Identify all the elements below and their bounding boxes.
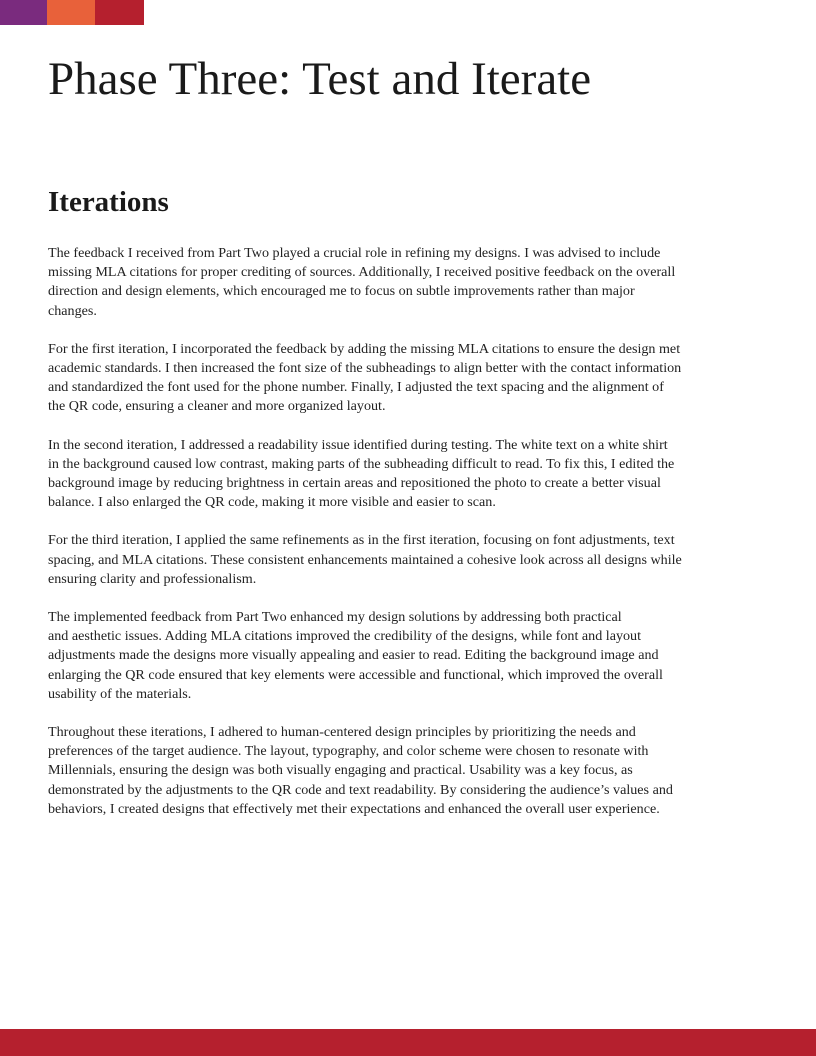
paragraph-line: missing MLA citations for proper crediting of sources. Additionally, I received positive feedback on the overall (48, 264, 676, 281)
body-paragraph (48, 723, 770, 819)
paragraph-line: spacing, and MLA citations. These consistent enhancements maintained a cohesive look across all designs while (48, 551, 682, 568)
paragraph-line: changes. (48, 302, 97, 319)
footer-accent-bar (0, 1029, 816, 1056)
paragraph-line: ensuring clarity and professionalism. (48, 570, 257, 587)
paragraph-line: enlarging the QR code ensured that key elements were accessible and functional, which improved the overall (48, 666, 663, 683)
body-paragraph (48, 340, 770, 417)
paragraph-line: usability of the materials. (48, 685, 192, 702)
paragraph-line: academic standards. I then increased the font size of the subheadings to align better with the contact information (48, 360, 682, 377)
header-accent-bar (0, 0, 144, 25)
paragraph-line: and aesthetic issues. Adding MLA citations improved the credibility of the designs, while font and layout (48, 628, 642, 645)
accent-bar-purple (0, 0, 47, 25)
body-text (48, 244, 770, 838)
body-paragraph (48, 244, 770, 321)
paragraph-line: preferences of the target audience. The layout, typography, and color scheme were chosen to resonate with (48, 743, 649, 760)
paragraph-line: and standardized the font used for the phone number. Finally, I adjusted the text spacing and the alignment of (48, 379, 664, 396)
body-paragraph (48, 608, 770, 704)
paragraph-line: in the background caused low contrast, making parts of the subheading difficult to read. To fix this, I edited the (48, 455, 675, 472)
body-paragraph (48, 531, 770, 589)
paragraph-line: For the third iteration, I applied the same refinements as in the first iteration, focusing on font adjustments, text (48, 532, 675, 549)
paragraph-line: The feedback I received from Part Two played a crucial role in refining my designs. I was advised to include (48, 245, 661, 261)
section-heading-iterations: Iterations (48, 186, 169, 218)
page-title: Phase Three: Test and Iterate (48, 53, 592, 105)
paragraph-line: Millennials, ensuring the design was both visually engaging and practical. Usability was a key focus, as (48, 762, 633, 779)
paragraph-line: adjustments made the designs more visually appealing and easier to read. Editing the background image and (48, 647, 659, 664)
paragraph-line: For the first iteration, I incorporated the feedback by adding the missing MLA citations to ensure the design met (48, 340, 681, 357)
paragraph-line: balance. I also enlarged the QR code, making it more visible and easier to scan. (48, 494, 496, 511)
paragraph-line: background image by reducing brightness in certain areas and repositioned the photo to create a better visual (48, 475, 661, 492)
paragraph-line: In the second iteration, I addressed a readability issue identified during testing. The white text on a white shirt (48, 436, 668, 453)
accent-bar-orange (47, 0, 95, 25)
paragraph-line: the QR code, ensuring a cleaner and more organized layout. (48, 398, 386, 415)
body-paragraph (48, 436, 770, 513)
accent-bar-red (95, 0, 144, 25)
paragraph-line: Throughout these iterations, I adhered to human-centered design principles by prioritizing the needs and (48, 724, 636, 741)
paragraph-line: direction and design elements, which encouraged me to focus on subtle improvements rather than major (48, 283, 635, 300)
paragraph-line: demonstrated by the adjustments to the QR code and text readability. By considering the audience’s values and (48, 781, 673, 798)
paragraph-line: behaviors, I created designs that effectively met their expectations and enhanced the overall user experience. (48, 800, 660, 817)
paragraph-line: The implemented feedback from Part Two enhanced my design solutions by addressing both practical (48, 609, 622, 626)
